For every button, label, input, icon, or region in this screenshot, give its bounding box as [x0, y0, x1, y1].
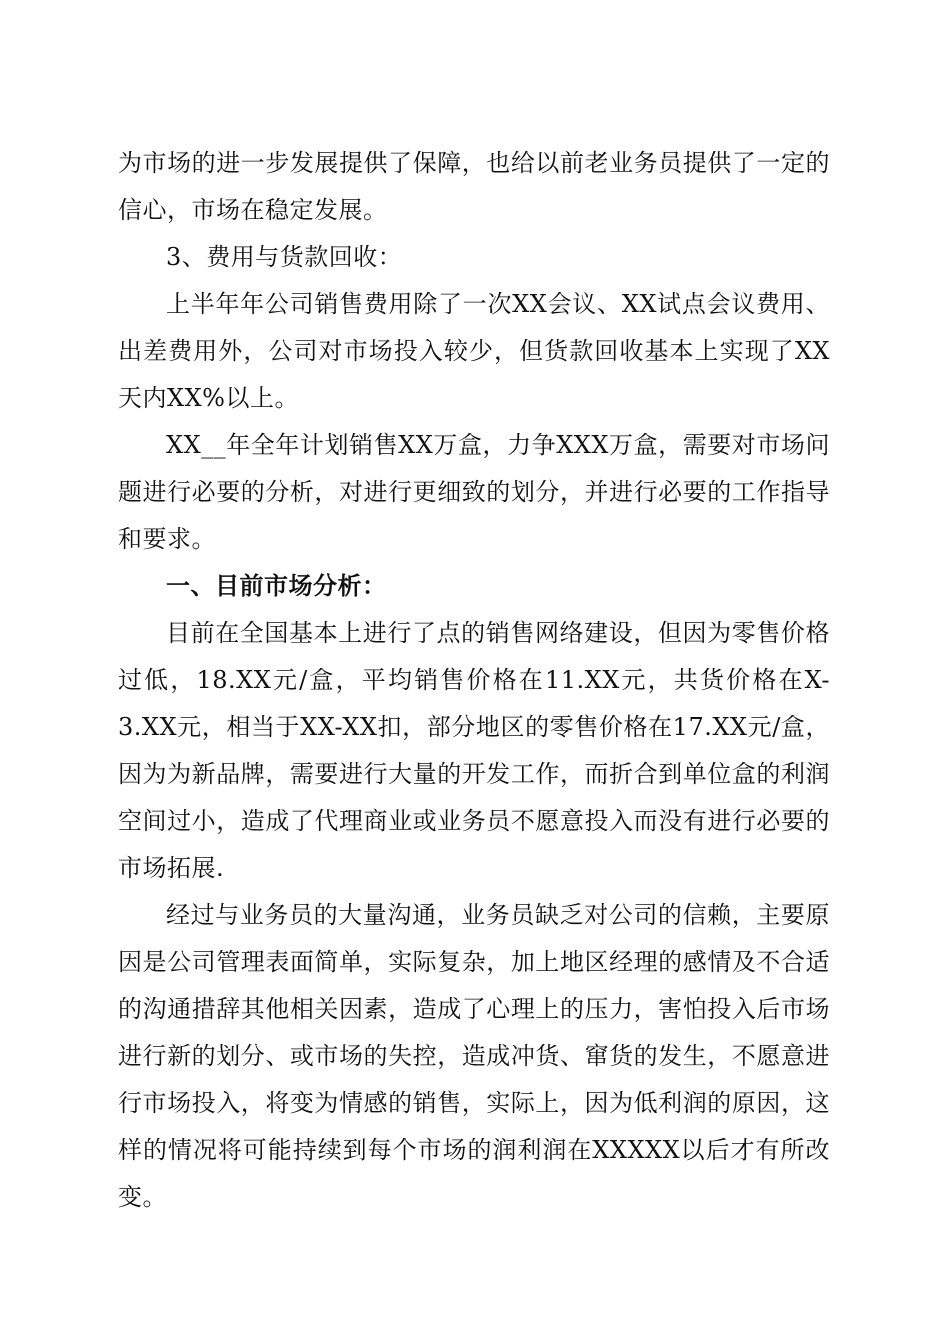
paragraph-sales-costs: 上半年年公司销售费用除了一次XX会议、XX试点会议费用、出差费用外，公司对市场投入较少，但货款回收基本上实现了XX天内XX%以上。 [118, 290, 830, 412]
section-heading-market-analysis: 一、目前市场分析： [166, 572, 387, 600]
document-page [118, 140, 830, 1221]
paragraph-annual-plan: XX__年全年计划销售XX万盒，力争XXX万盒，需要对市场问题进行必要的分析，对进行更细致的划分，并进行必要的工作指导和要求。 [118, 431, 830, 553]
paragraph-salesperson-trust: 经过与业务员的大量沟通，业务员缺乏对公司的信赖，主要原因是公司管理表面简单，实际复杂，加上地区经理的感情及不合适的沟通措辞其他相关因素，造成了心理上的压力，害怕投入后市场进行新的划分、或市场的失控，造成冲货、窜货的发生，不愿意进行市场投入，将变为情感的销售，实际上，因为低利润的原因，这样的情况将可能持续到每个市场的润利润在XXXXX以后才有所改变。 [118, 901, 830, 1211]
subheading-costs-and-collection: 3、费用与货款回收： [166, 243, 403, 271]
paragraph-pricing-analysis: 目前在全国基本上进行了点的销售网络建设，但因为零售价格过低，18.XX元/盒，平均销售价格在11.XX元，共货价格在X-3.XX元，相当于XX-XX扣，部分地区的零售价格在17.XX元/盒，因为为新品牌，需要进行大量的开发工作，而折合到单位盒的利润空间过小，造成了代理商业或业务员不愿意投入而没有进行必要的市场拓展. [118, 619, 830, 882]
paragraph-market-guarantee: 为市场的进一步发展提供了保障，也给以前老业务员提供了一定的信心，市场在稳定发展。 [118, 149, 830, 224]
